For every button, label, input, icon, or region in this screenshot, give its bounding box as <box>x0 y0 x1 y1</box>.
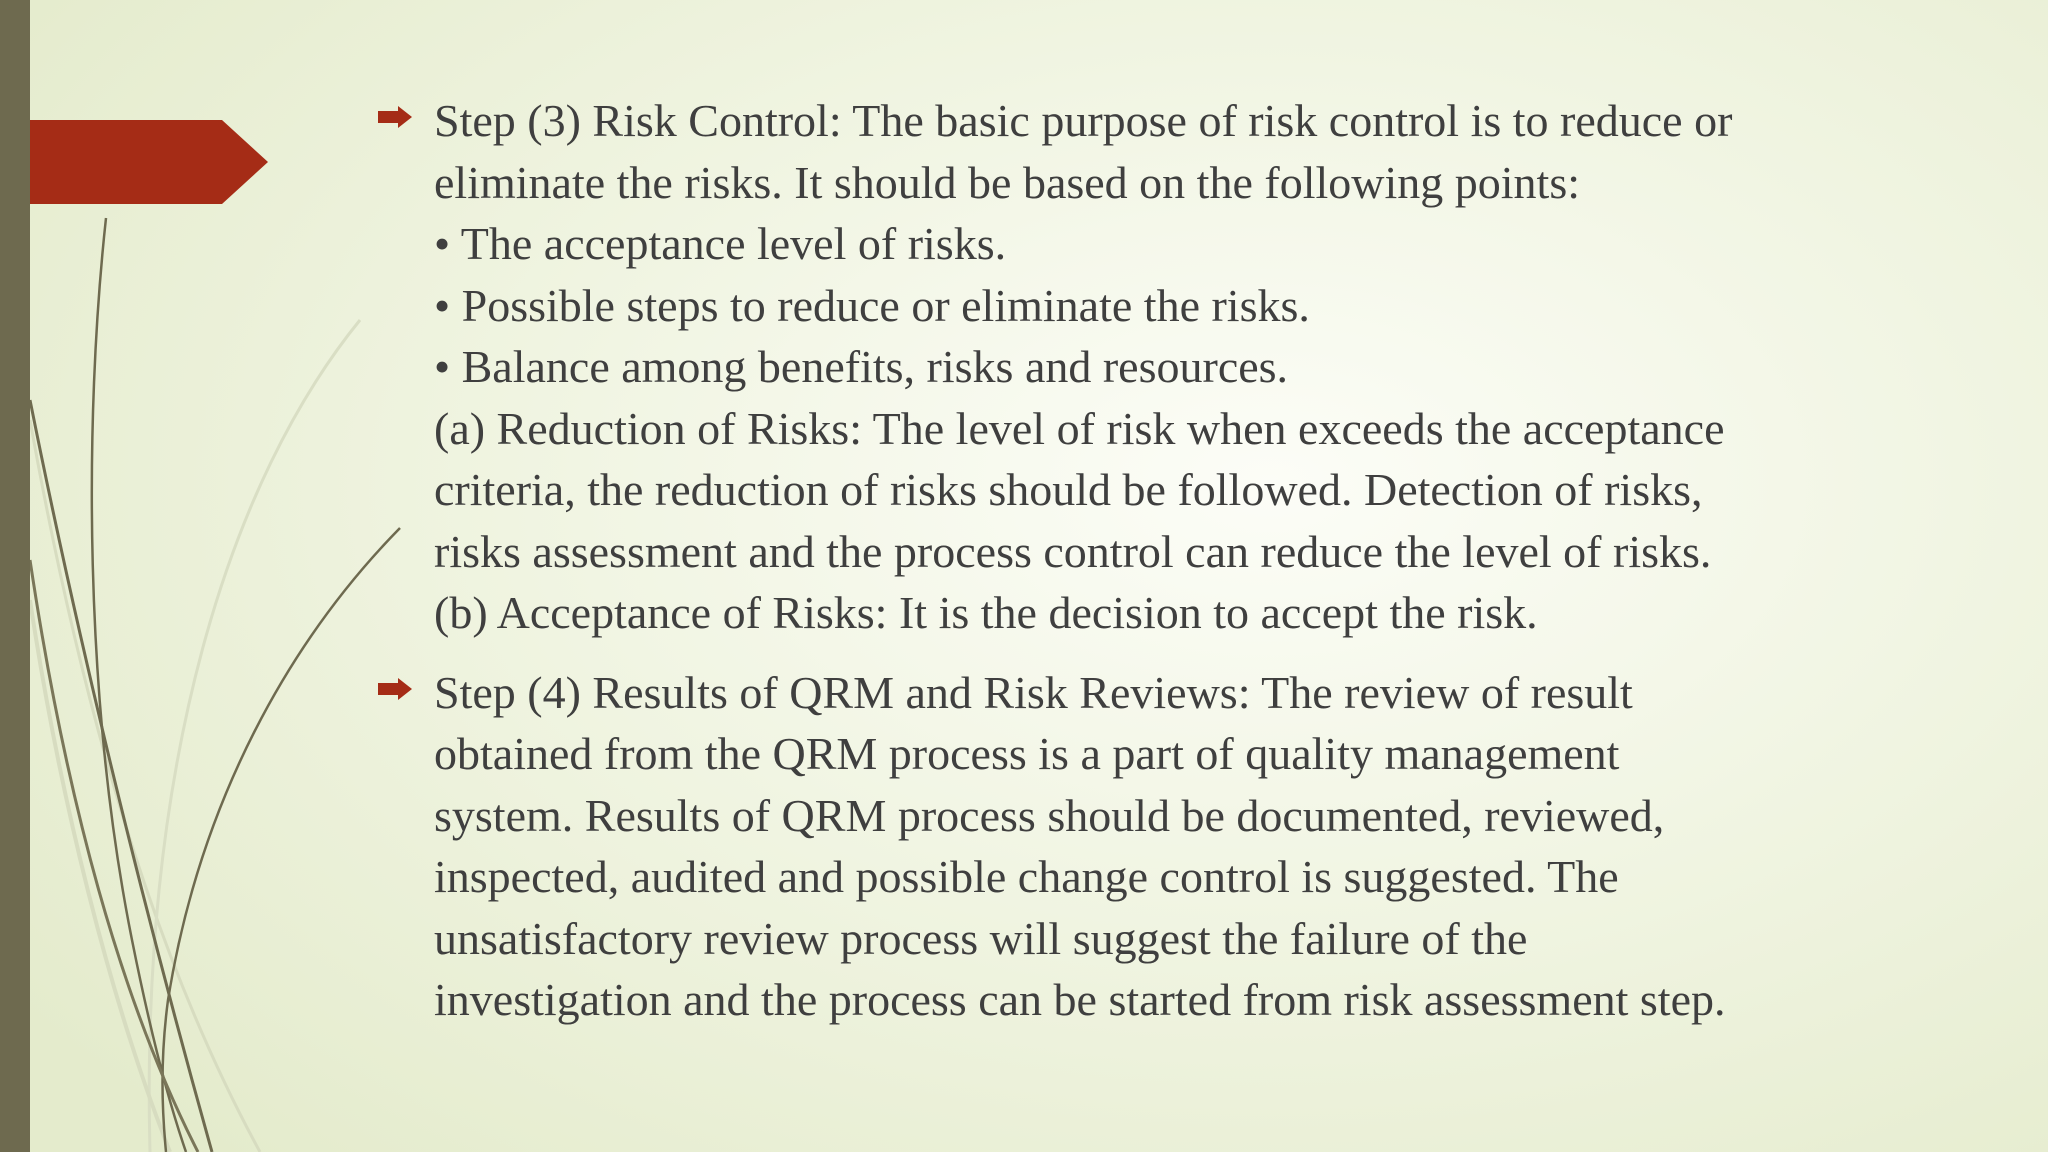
sub-bullet-line: • Possible steps to reduce or eliminate the risks. <box>434 279 1310 331</box>
arrow-banner-shape <box>0 120 268 204</box>
text-line: unsatisfactory review process will suggest the failure of the <box>434 912 1528 964</box>
text-line: investigation and the process can be started from risk assessment step. <box>434 974 1726 1025</box>
left-accent-bar <box>0 0 30 1152</box>
bullet-step-3 <box>434 90 1904 644</box>
text-line: eliminate the risks. It should be based on the following points: <box>434 156 1581 208</box>
olive-curve-4 <box>30 560 198 1152</box>
arrow-bullet-icon <box>378 678 412 700</box>
arrow-bullet-icon <box>378 106 412 128</box>
text-line: (b) Acceptance of Risks: It is the decision to accept the risk. <box>434 587 1538 638</box>
text-line: risks assessment and the process control can reduce the level of risks. <box>434 525 1712 577</box>
bullet-step-4 <box>434 662 1904 1031</box>
sub-bullet-line: • Balance among benefits, risks and resources. <box>434 341 1289 392</box>
text-line: Step (3) Risk Control: The basic purpose of risk control is to reduce or <box>434 95 1733 146</box>
decorative-curves <box>0 0 420 1152</box>
sub-bullet-line: • The acceptance level of risks. <box>434 218 1007 269</box>
faint-curve-2 <box>149 320 360 1152</box>
text-line: obtained from the QRM process is a part of quality management <box>434 728 1620 779</box>
olive-curve-3 <box>163 528 401 1152</box>
olive-curve-2 <box>30 400 212 1152</box>
text-line: inspected, audited and possible change control is suggested. The <box>434 851 1619 902</box>
text-line: (a) Reduction of Risks: The level of risk when exceeds the acceptance <box>434 402 1725 454</box>
text-line: criteria, the reduction of risks should be followed. Detection of risks, <box>434 464 1703 515</box>
text-line: Step (4) Results of QRM and Risk Reviews: The review of result <box>434 666 1633 718</box>
text-line: system. Results of QRM process should be documented, reviewed, <box>434 789 1665 841</box>
slide-content <box>434 90 1904 1049</box>
